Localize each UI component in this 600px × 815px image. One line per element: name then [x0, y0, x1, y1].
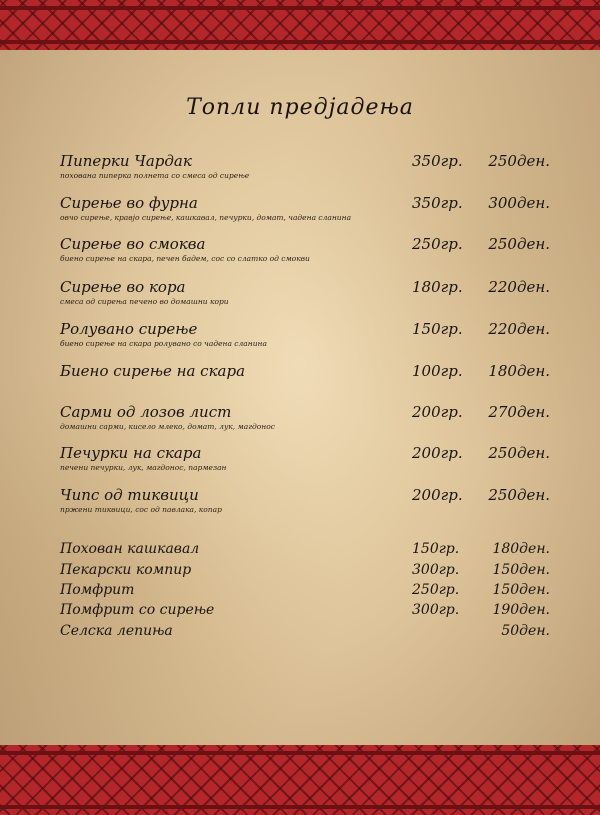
item-weight: 200гр. [412, 486, 463, 504]
item-price: 220ден. [488, 278, 550, 296]
item-name: Биено сирење на скара [60, 362, 246, 380]
item-price: 180ден. [488, 362, 550, 380]
item-description: похована пиперка полнета со смеса од сирење [60, 171, 250, 180]
item-weight: 250гр. [412, 582, 460, 598]
menu-item [60, 541, 550, 557]
item-weight: 200гр. [412, 444, 463, 462]
menu-item [60, 320, 550, 348]
item-weight: 300гр. [412, 562, 460, 578]
item-price: 180ден. [492, 541, 550, 557]
item-price: 150ден. [492, 582, 550, 598]
menu-item [60, 235, 550, 263]
item-weight: 150гр. [412, 320, 463, 338]
item-name: Сирење во смоква [60, 235, 206, 253]
item-name: Чипс од тиквици [60, 486, 199, 504]
item-description: биено сирење на скара ролувано со чадена сланина [60, 339, 267, 348]
item-name: Похован кашкавал [60, 541, 200, 557]
menu-item [60, 194, 550, 222]
item-price: 50ден. [501, 623, 550, 639]
item-price: 190ден. [492, 602, 550, 618]
bottom-ornament-border [0, 745, 600, 815]
item-name: Селска лепиња [60, 623, 173, 639]
item-price: 300ден. [488, 194, 550, 212]
item-description: домашни сарми, кисело млеко, домат, лук, магдонос [60, 422, 275, 431]
item-description: овчо сирење, кравјо сирење, кашкавал, печурки, домат, чадена сланина [60, 213, 352, 222]
item-name: Пекарски компир [60, 562, 192, 578]
item-name: Сирење во кора [60, 278, 186, 296]
item-weight: 200гр. [412, 403, 463, 421]
item-price: 250ден. [488, 486, 550, 504]
menu-item [60, 602, 550, 618]
item-weight: 350гр. [412, 152, 463, 170]
menu-item [60, 444, 550, 472]
item-price: 220ден. [488, 320, 550, 338]
item-price: 250ден. [488, 152, 550, 170]
item-description: смеса од сирења печено во домашни кори [60, 297, 229, 306]
item-weight: 180гр. [412, 278, 463, 296]
item-weight: 250гр. [412, 235, 463, 253]
item-name: Ролувано сирење [60, 320, 198, 338]
item-weight: 350гр. [412, 194, 463, 212]
item-description: пржени тиквици, сос од павлака, копар [60, 505, 222, 514]
item-price: 150ден. [492, 562, 550, 578]
menu-item [60, 623, 550, 639]
item-weight: 150гр. [412, 541, 460, 557]
menu-item [60, 278, 550, 306]
item-price: 250ден. [488, 444, 550, 462]
menu-item [60, 562, 550, 578]
item-description: биено сирење на скара, печен бадем, сос со слатко од смокви [60, 254, 310, 263]
item-name: Помфрит со сирење [60, 602, 215, 618]
item-name: Пиперки Чардак [60, 152, 192, 170]
item-price: 270ден. [488, 403, 550, 421]
top-ornament-border [0, 0, 600, 50]
menu-item [60, 152, 550, 180]
item-name: Сарми од лозов лист [60, 403, 232, 421]
item-weight: 100гр. [412, 362, 463, 380]
menu-item [60, 403, 550, 431]
item-name: Печурки на скара [60, 444, 202, 462]
item-weight: 300гр. [412, 602, 460, 618]
menu-item [60, 362, 550, 380]
item-name: Сирење во фурна [60, 194, 198, 212]
item-price: 250ден. [488, 235, 550, 253]
menu-item [60, 582, 550, 598]
item-name: Помфрит [60, 582, 135, 598]
page-title: Топли предјадења [186, 95, 414, 120]
item-description: печени печурки, лук, магдонос, пармезан [60, 463, 227, 472]
menu-item [60, 486, 550, 514]
